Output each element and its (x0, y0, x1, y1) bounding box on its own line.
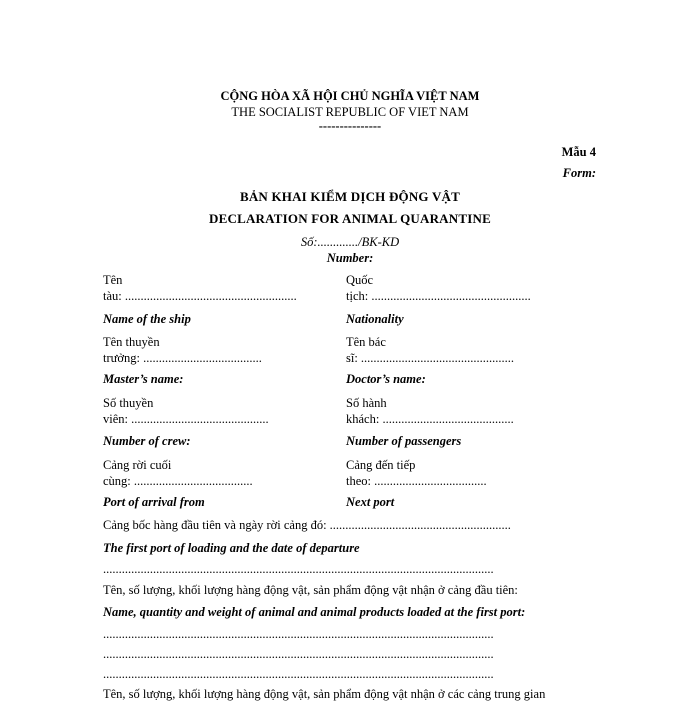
arrival-port-label: Cảng rời cuối (103, 458, 172, 472)
country-name-en: THE SOCIALIST REPUBLIC OF VIET NAM (231, 105, 469, 119)
form-number-en: Form: (562, 166, 596, 180)
next-port-en: Next port (346, 495, 395, 509)
next-port-line: theo: .................................... (346, 474, 487, 488)
next-port-field (346, 457, 487, 489)
doctor-name-label: Tên bác (346, 335, 386, 349)
master-name-label: Tên thuyền (103, 335, 160, 349)
nationality-en: Nationality (346, 312, 404, 326)
country-name-vi: CỘNG HÒA XÃ HỘI CHỦ NGHĨA VIỆT NAM (220, 89, 480, 103)
passenger-count-label: Số hành (346, 396, 387, 410)
passenger-count-line: khách: .......................................... (346, 412, 514, 426)
next-port-label: Cảng đến tiếp (346, 458, 416, 472)
master-name-en: Master’s name: (103, 372, 184, 386)
master-name-line: trưởng: ...................................... (103, 351, 262, 365)
crew-count-line: viên: ............................................ (103, 412, 269, 426)
doctor-name-line: sĩ: ................................................. (346, 351, 515, 365)
crew-count-en: Number of crew: (103, 434, 191, 448)
master-name-field (103, 334, 262, 366)
document-title-en: DECLARATION FOR ANIMAL QUARANTINE (209, 211, 491, 226)
animals-first-port-en: Name, quantity and weight of animal and animal products loaded at the first port: (103, 605, 526, 619)
header-rule: --------------- (318, 119, 382, 133)
ship-name-line: tàu: ....................................................... (103, 289, 297, 303)
animals-first-port-vi: Tên, số lượng, khối lượng hàng động vật, sản phẩm động vật nhận ở cảng đầu tiên: (103, 583, 518, 597)
first-port-en: The first port of loading and the date of departure (103, 541, 360, 555)
doctor-name-en: Doctor’s name: (346, 372, 426, 386)
arrival-port-line: cùng: ...................................... (103, 474, 253, 488)
dotted-line-1: ............................................................................................................................. (103, 562, 494, 576)
declaration-number-vi: Số:............./BK-KD (300, 235, 400, 249)
ship-name-en: Name of the ship (103, 312, 191, 326)
doctor-name-field (346, 334, 514, 366)
nationality-line: tịch: ................................................... (346, 289, 531, 303)
ship-name-label: Tên (103, 273, 123, 287)
nationality-label: Quốc (346, 273, 374, 287)
nationality-field (346, 272, 531, 304)
form-number-vi: Mẫu 4 (561, 145, 596, 159)
ship-name-field (103, 272, 297, 304)
first-port-line: Cảng bốc hàng đầu tiên và ngày rời cảng đó: .......................................................... (103, 518, 511, 532)
dotted-line-4: ............................................................................................................................. (103, 667, 494, 681)
declaration-number-en: Number: (326, 251, 374, 265)
dotted-line-2: ............................................................................................................................. (103, 627, 494, 641)
passenger-count-en: Number of passengers (346, 434, 462, 448)
document-title-vi: BẢN KHAI KIỂM DỊCH ĐỘNG VẬT (239, 189, 461, 204)
dotted-line-3: ............................................................................................................................. (103, 647, 494, 661)
crew-count-label: Số thuyền (103, 396, 154, 410)
passenger-count-field (346, 395, 514, 427)
arrival-port-field (103, 457, 253, 489)
crew-count-field (103, 395, 269, 427)
animals-intermediate-ports-vi: Tên, số lượng, khối lượng hàng động vật, sản phẩm động vật nhận ở các cảng trung gian (103, 687, 546, 701)
arrival-port-en: Port of arrival from (103, 495, 205, 509)
